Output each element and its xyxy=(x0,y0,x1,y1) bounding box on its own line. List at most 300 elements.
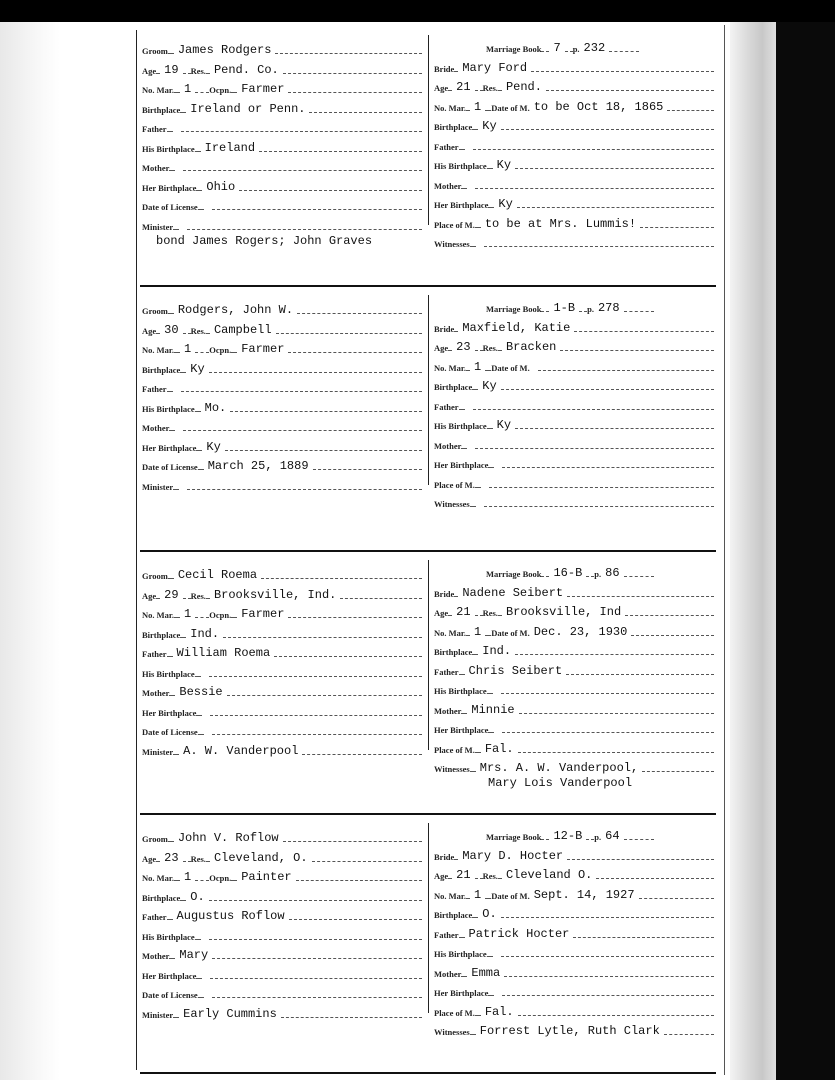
bride-residence: Cleveland O. xyxy=(505,868,593,882)
bride-age: 21 xyxy=(456,868,471,882)
groom-label: Groom xyxy=(142,46,168,56)
groom-his-birthplace: Mo. xyxy=(204,400,227,415)
dotted-line xyxy=(487,168,493,169)
date-of-license-label: Date of License xyxy=(142,727,198,737)
groom-minister-row xyxy=(142,216,422,232)
father-label: Father xyxy=(142,649,167,659)
bride-label: Bride xyxy=(434,63,455,74)
ocpn-label: Ocpn. xyxy=(209,85,232,95)
marriage-book-number: 16-B xyxy=(553,566,583,580)
dotted-line xyxy=(183,333,191,334)
dotted-line xyxy=(489,487,714,488)
dotted-line xyxy=(223,637,422,638)
dotted-line xyxy=(579,311,587,312)
his-birthplace-label: His Birthplace xyxy=(434,949,487,959)
dotted-line xyxy=(488,207,494,208)
dotted-line xyxy=(487,428,493,429)
groom-name: John V. Roflow xyxy=(177,831,279,845)
bride-father-row xyxy=(434,924,714,940)
groom-her-birthplace: Ohio xyxy=(206,179,236,194)
witnesses-label: Witnesses xyxy=(434,1027,470,1037)
bottom-rule xyxy=(140,1072,716,1074)
page-label: p. xyxy=(594,569,602,579)
dotted-line xyxy=(156,861,160,862)
groom-no-mar: 1 xyxy=(184,607,192,621)
dotted-line xyxy=(225,450,422,451)
dotted-line xyxy=(180,112,186,113)
dotted-line xyxy=(472,654,478,655)
dotted-line xyxy=(565,51,573,52)
dotted-line xyxy=(167,391,173,392)
no-mar-label: No. Mar. xyxy=(434,102,467,113)
dotted-line xyxy=(212,209,422,210)
bride-row xyxy=(434,583,714,599)
dotted-line xyxy=(470,506,476,507)
mother-label: Mother xyxy=(434,705,462,716)
dotted-line xyxy=(470,771,476,772)
dotted-line xyxy=(586,839,594,840)
dotted-line xyxy=(309,112,422,113)
dotted-line xyxy=(448,615,452,616)
dotted-line xyxy=(259,151,422,152)
dotted-line xyxy=(454,859,458,860)
dotted-line xyxy=(195,676,201,677)
his-birthplace-label: His Birthplace xyxy=(142,931,195,942)
page-label: p. xyxy=(594,832,602,842)
witnesses-label: Witnesses xyxy=(434,499,470,509)
bride-residence: Pend. xyxy=(505,80,542,94)
dotted-line xyxy=(502,732,714,733)
birthplace-label: Birthplace xyxy=(142,364,181,375)
bride-his-birthplace-row xyxy=(434,415,714,431)
dotted-line xyxy=(488,467,494,468)
dotted-line xyxy=(459,149,465,150)
bride-father: Patrick Hocter xyxy=(468,926,570,941)
left-page-rule xyxy=(136,30,137,1070)
bride-nomar-row xyxy=(434,97,714,113)
dotted-line xyxy=(281,1017,422,1018)
bride-place-of-m-row xyxy=(434,739,714,755)
groom-birthplace-row xyxy=(142,887,422,903)
groom-date-of-license-row xyxy=(142,456,422,472)
dotted-line xyxy=(498,90,502,91)
groom-birthplace: Ind. xyxy=(190,626,220,641)
dotted-line xyxy=(459,674,465,675)
no-mar-label: No. Mar. xyxy=(142,873,175,883)
bride-label: Bride xyxy=(434,588,455,599)
his-birthplace-label: His Birthplace xyxy=(434,421,487,431)
dotted-line xyxy=(167,656,173,657)
dotted-line xyxy=(206,861,210,862)
dotted-line xyxy=(448,878,452,879)
bride-label: Bride xyxy=(434,851,455,862)
dotted-line xyxy=(574,331,714,332)
dotted-line xyxy=(283,841,422,842)
his-birthplace-label: His Birthplace xyxy=(434,686,487,696)
groom-birthplace: O. xyxy=(190,889,205,904)
witnesses-label: Witnesses xyxy=(434,764,470,774)
mother-label: Mother xyxy=(434,440,462,451)
res-label: Res. xyxy=(482,343,498,353)
marriage-book-page: 278 xyxy=(597,301,620,315)
dotted-line xyxy=(212,958,422,959)
father-label: Father xyxy=(142,912,167,922)
age-label: Age xyxy=(434,608,449,618)
dotted-line xyxy=(288,352,422,353)
dotted-line xyxy=(624,311,654,312)
dotted-line xyxy=(297,313,422,314)
bride-place-of-m: Fal. xyxy=(484,741,514,756)
dotted-line xyxy=(196,978,202,979)
dotted-line xyxy=(195,92,209,93)
bride-residence: Bracken xyxy=(505,340,557,354)
dotted-line xyxy=(173,754,179,755)
bride-birthplace-row xyxy=(434,116,714,132)
res-label: Res. xyxy=(482,871,498,881)
bride-witnesses-row xyxy=(434,493,714,509)
groom-mother-row xyxy=(142,682,422,698)
bride-father-row xyxy=(434,661,714,677)
bride-witnesses-row xyxy=(434,233,714,249)
dotted-line xyxy=(174,352,180,353)
bride-date-of-marriage: Dec. 23, 1930 xyxy=(533,624,628,639)
groom-nomar-row xyxy=(142,604,422,620)
dotted-line xyxy=(288,92,422,93)
groom-minister: Early Cummins xyxy=(183,1006,277,1021)
bride-name: Mary Ford xyxy=(462,60,528,75)
groom-his-birthplace-row xyxy=(142,663,422,679)
father-label: Father xyxy=(434,929,459,940)
age-label: Age xyxy=(434,871,449,881)
groom-nomar-row xyxy=(142,339,422,355)
mother-label: Mother xyxy=(142,423,170,433)
marriage-book-page: 232 xyxy=(583,41,606,55)
right-page-rule xyxy=(724,25,725,1075)
dotted-line xyxy=(466,635,470,636)
minister-label: Minister xyxy=(142,1009,174,1020)
groom-residence: Brooksville, Ind. xyxy=(213,587,337,602)
marriage-book-row xyxy=(434,826,714,842)
dotted-line xyxy=(501,389,714,390)
dotted-line xyxy=(230,411,422,412)
dotted-line xyxy=(156,73,160,74)
dotted-line xyxy=(206,73,210,74)
groom-her-birthplace-row xyxy=(142,702,422,718)
dotted-line xyxy=(475,188,714,189)
groom-birthplace-row xyxy=(142,359,422,375)
dotted-line xyxy=(466,898,470,899)
dotted-line xyxy=(515,168,714,169)
record-separator xyxy=(140,813,716,815)
dotted-line xyxy=(275,53,422,54)
groom-mother: Bessie xyxy=(179,685,223,699)
groom-mother-row xyxy=(142,157,422,173)
his-birthplace-label: His Birthplace xyxy=(142,668,195,679)
groom-name: Rodgers, John W. xyxy=(177,303,294,317)
bride-birthplace-row xyxy=(434,641,714,657)
bride-father: Chris Seibert xyxy=(468,663,563,678)
birthplace-label: Birthplace xyxy=(142,629,181,640)
dotted-line xyxy=(196,190,202,191)
bride-date-of-marriage: Sept. 14, 1927 xyxy=(533,887,635,902)
dotted-line xyxy=(206,598,210,599)
bride-birthplace: Ky xyxy=(482,119,497,133)
bride-place-of-m: to be at Mrs. Lummis! xyxy=(484,216,637,231)
dotted-line xyxy=(484,246,714,247)
bride-witnesses-continued: Mary Lois Vanderpool xyxy=(488,775,633,790)
dotted-line xyxy=(169,695,175,696)
res-label: Res. xyxy=(482,83,498,93)
dotted-line xyxy=(664,1034,714,1035)
dotted-line xyxy=(183,170,422,171)
dotted-line xyxy=(475,878,483,879)
dotted-line xyxy=(454,596,458,597)
mother-label: Mother xyxy=(434,180,462,191)
bride-birthplace-row xyxy=(434,376,714,392)
dotted-line xyxy=(487,956,493,957)
dotted-line xyxy=(195,617,209,618)
bride-name: Nadene Seibert xyxy=(462,585,564,600)
dotted-line xyxy=(515,654,714,655)
dotted-line xyxy=(596,878,714,879)
dotted-line xyxy=(231,352,237,353)
dotted-line xyxy=(283,73,422,74)
record-separator xyxy=(140,285,716,287)
dotted-line xyxy=(198,209,204,210)
marriage-book-page: 86 xyxy=(605,566,620,580)
bride-her-birthplace-row xyxy=(434,454,714,470)
place-of-m-label: Place of M. xyxy=(434,1007,475,1018)
dotted-line xyxy=(195,880,209,881)
age-label: Age xyxy=(142,853,157,864)
dotted-line xyxy=(472,389,478,390)
groom-name: James Rodgers xyxy=(177,43,272,57)
marriage-book-number: 7 xyxy=(553,41,561,55)
dotted-line xyxy=(180,637,186,638)
bride-his-birthplace-row xyxy=(434,680,714,696)
res-label: Res. xyxy=(190,853,206,864)
groom-age-row xyxy=(142,585,422,601)
date-of-license-label: Date of License xyxy=(142,462,198,472)
age-label: Age xyxy=(142,65,157,76)
dotted-line xyxy=(502,995,714,996)
dotted-line xyxy=(167,919,173,920)
groom-age-row xyxy=(142,60,422,76)
record-column-divider xyxy=(428,560,429,750)
dotted-line xyxy=(475,90,483,91)
dotted-line xyxy=(187,229,422,230)
date-of-m-label: Date of M. xyxy=(491,890,530,901)
father-label: Father xyxy=(434,401,459,412)
scan-top-border xyxy=(0,0,835,22)
bride-his-birthplace-row xyxy=(434,155,714,171)
dotted-line xyxy=(484,506,714,507)
bride-birthplace: Ind. xyxy=(482,644,512,658)
her-birthplace-label: Her Birthplace xyxy=(142,970,197,981)
dotted-line xyxy=(302,754,422,755)
groom-label: Groom xyxy=(142,834,168,844)
dotted-line xyxy=(609,51,639,52)
groom-birthplace: Ireland or Penn. xyxy=(190,101,306,116)
witnesses-label: Witnesses xyxy=(434,239,470,249)
record-column-divider xyxy=(428,35,429,225)
marriage-book-label: Marriage Book xyxy=(486,304,542,314)
dotted-line xyxy=(168,578,174,579)
groom-row xyxy=(142,40,422,56)
bride-her-birthplace-row xyxy=(434,194,714,210)
dotted-line xyxy=(501,956,714,957)
bride-birthplace-row xyxy=(434,904,714,920)
ocpn-label: Ocpn. xyxy=(209,345,232,355)
bride-father-row xyxy=(434,396,714,412)
groom-nomar-row xyxy=(142,79,422,95)
bride-witnesses: Forrest Lytle, Ruth Clark xyxy=(479,1024,660,1038)
dotted-line xyxy=(640,227,714,228)
dotted-line xyxy=(475,752,481,753)
groom-age: 19 xyxy=(164,62,179,77)
page-label: p. xyxy=(587,304,594,314)
dotted-line xyxy=(475,615,483,616)
dotted-line xyxy=(459,937,465,938)
dotted-line xyxy=(198,469,204,470)
no-mar-label: No. Mar. xyxy=(434,627,467,638)
dotted-line xyxy=(195,411,201,412)
date-of-license-label: Date of License xyxy=(142,990,198,1000)
dotted-line xyxy=(448,90,452,91)
age-label: Age xyxy=(142,325,157,336)
groom-date-of-license: March 25, 1889 xyxy=(207,459,309,473)
dotted-line xyxy=(573,937,714,938)
dotted-line xyxy=(195,151,201,152)
bride-nomar-row xyxy=(434,622,714,638)
her-birthplace-label: Her Birthplace xyxy=(434,460,489,470)
bride-his-birthplace-row xyxy=(434,943,714,959)
dotted-line xyxy=(168,313,174,314)
groom-occupation: Farmer xyxy=(241,607,285,621)
marriage-book-number: 1-B xyxy=(553,301,576,315)
groom-birthplace: Ky xyxy=(190,361,205,376)
res-label: Res. xyxy=(482,608,498,618)
groom-age-row xyxy=(142,848,422,864)
bride-his-birthplace: Ky xyxy=(496,418,512,432)
date-of-m-label: Date of M. xyxy=(491,362,530,373)
groom-date-of-license-row xyxy=(142,984,422,1000)
dotted-line xyxy=(459,409,465,410)
dotted-line xyxy=(183,861,191,862)
groom-her-birthplace: Ky xyxy=(206,439,221,454)
ocpn-label: Ocpn. xyxy=(209,873,232,883)
dotted-line xyxy=(183,430,422,431)
dotted-line xyxy=(639,898,714,899)
bride-age-row xyxy=(434,337,714,353)
his-birthplace-label: His Birthplace xyxy=(434,161,487,171)
her-birthplace-label: Her Birthplace xyxy=(142,182,197,193)
dotted-line xyxy=(538,370,714,371)
groom-age: 29 xyxy=(164,587,179,602)
place-of-m-label: Place of M. xyxy=(434,744,475,755)
dotted-line xyxy=(313,469,422,470)
dotted-line xyxy=(586,576,594,577)
bride-nomar-row xyxy=(434,357,714,373)
bond-note: bond James Rogers; John Graves xyxy=(156,234,373,248)
groom-mother-row xyxy=(142,945,422,961)
marriage-book-row xyxy=(434,38,714,54)
groom-his-birthplace-row xyxy=(142,138,422,154)
dotted-line xyxy=(173,489,179,490)
dotted-line xyxy=(667,110,714,111)
dotted-line xyxy=(518,752,714,753)
dotted-line xyxy=(231,880,237,881)
record-column-divider xyxy=(428,295,429,485)
groom-mother: Mary xyxy=(179,948,209,962)
dotted-line xyxy=(288,617,422,618)
dotted-line xyxy=(212,997,422,998)
scan-right-shadow xyxy=(730,20,776,1080)
dotted-line xyxy=(180,900,186,901)
groom-father-row xyxy=(142,378,422,394)
groom-his-birthplace: Ireland xyxy=(204,140,256,155)
dotted-line xyxy=(340,598,422,599)
dotted-line xyxy=(156,333,160,334)
dotted-line xyxy=(546,90,714,91)
dotted-line xyxy=(541,839,549,840)
bride-no-mar: 1 xyxy=(474,624,482,639)
dotted-line xyxy=(312,861,422,862)
dotted-line xyxy=(461,976,467,977)
dotted-line xyxy=(209,939,422,940)
bride-residence: Brooksville, Ind xyxy=(505,605,622,619)
dotted-line xyxy=(169,170,175,171)
dotted-line xyxy=(210,715,422,716)
no-mar-label: No. Mar. xyxy=(142,610,175,620)
groom-minister-row xyxy=(142,741,422,757)
groom-age: 30 xyxy=(164,322,179,337)
dotted-line xyxy=(183,73,191,74)
minister-label: Minister xyxy=(142,481,174,492)
bride-row xyxy=(434,58,714,74)
dotted-line xyxy=(167,131,173,132)
marriage-book-row xyxy=(434,563,714,579)
no-mar-label: No. Mar. xyxy=(142,345,175,355)
groom-row xyxy=(142,565,422,581)
mother-label: Mother xyxy=(142,163,170,173)
dotted-line xyxy=(642,771,714,772)
groom-birthplace-row xyxy=(142,99,422,115)
res-label: Res. xyxy=(190,65,206,76)
groom-birthplace-row xyxy=(142,624,422,640)
father-label: Father xyxy=(142,124,167,134)
dotted-line xyxy=(454,331,458,332)
bride-age: 23 xyxy=(456,340,471,354)
groom-row xyxy=(142,828,422,844)
dotted-line xyxy=(198,997,204,998)
dotted-line xyxy=(289,919,422,920)
date-of-m-label: Date of M. xyxy=(491,102,530,113)
bride-her-birthplace-row xyxy=(434,982,714,998)
dotted-line xyxy=(502,467,714,468)
bride-mother: Emma xyxy=(471,965,501,980)
dotted-line xyxy=(519,713,714,714)
dotted-line xyxy=(276,333,422,334)
bride-age-row xyxy=(434,865,714,881)
groom-residence: Cleveland, O. xyxy=(213,850,308,865)
groom-her-birthplace-row xyxy=(142,177,422,193)
dotted-line xyxy=(504,976,714,977)
dotted-line xyxy=(631,635,714,636)
birthplace-label: Birthplace xyxy=(434,122,473,132)
groom-age-row xyxy=(142,320,422,336)
bride-row xyxy=(434,846,714,862)
